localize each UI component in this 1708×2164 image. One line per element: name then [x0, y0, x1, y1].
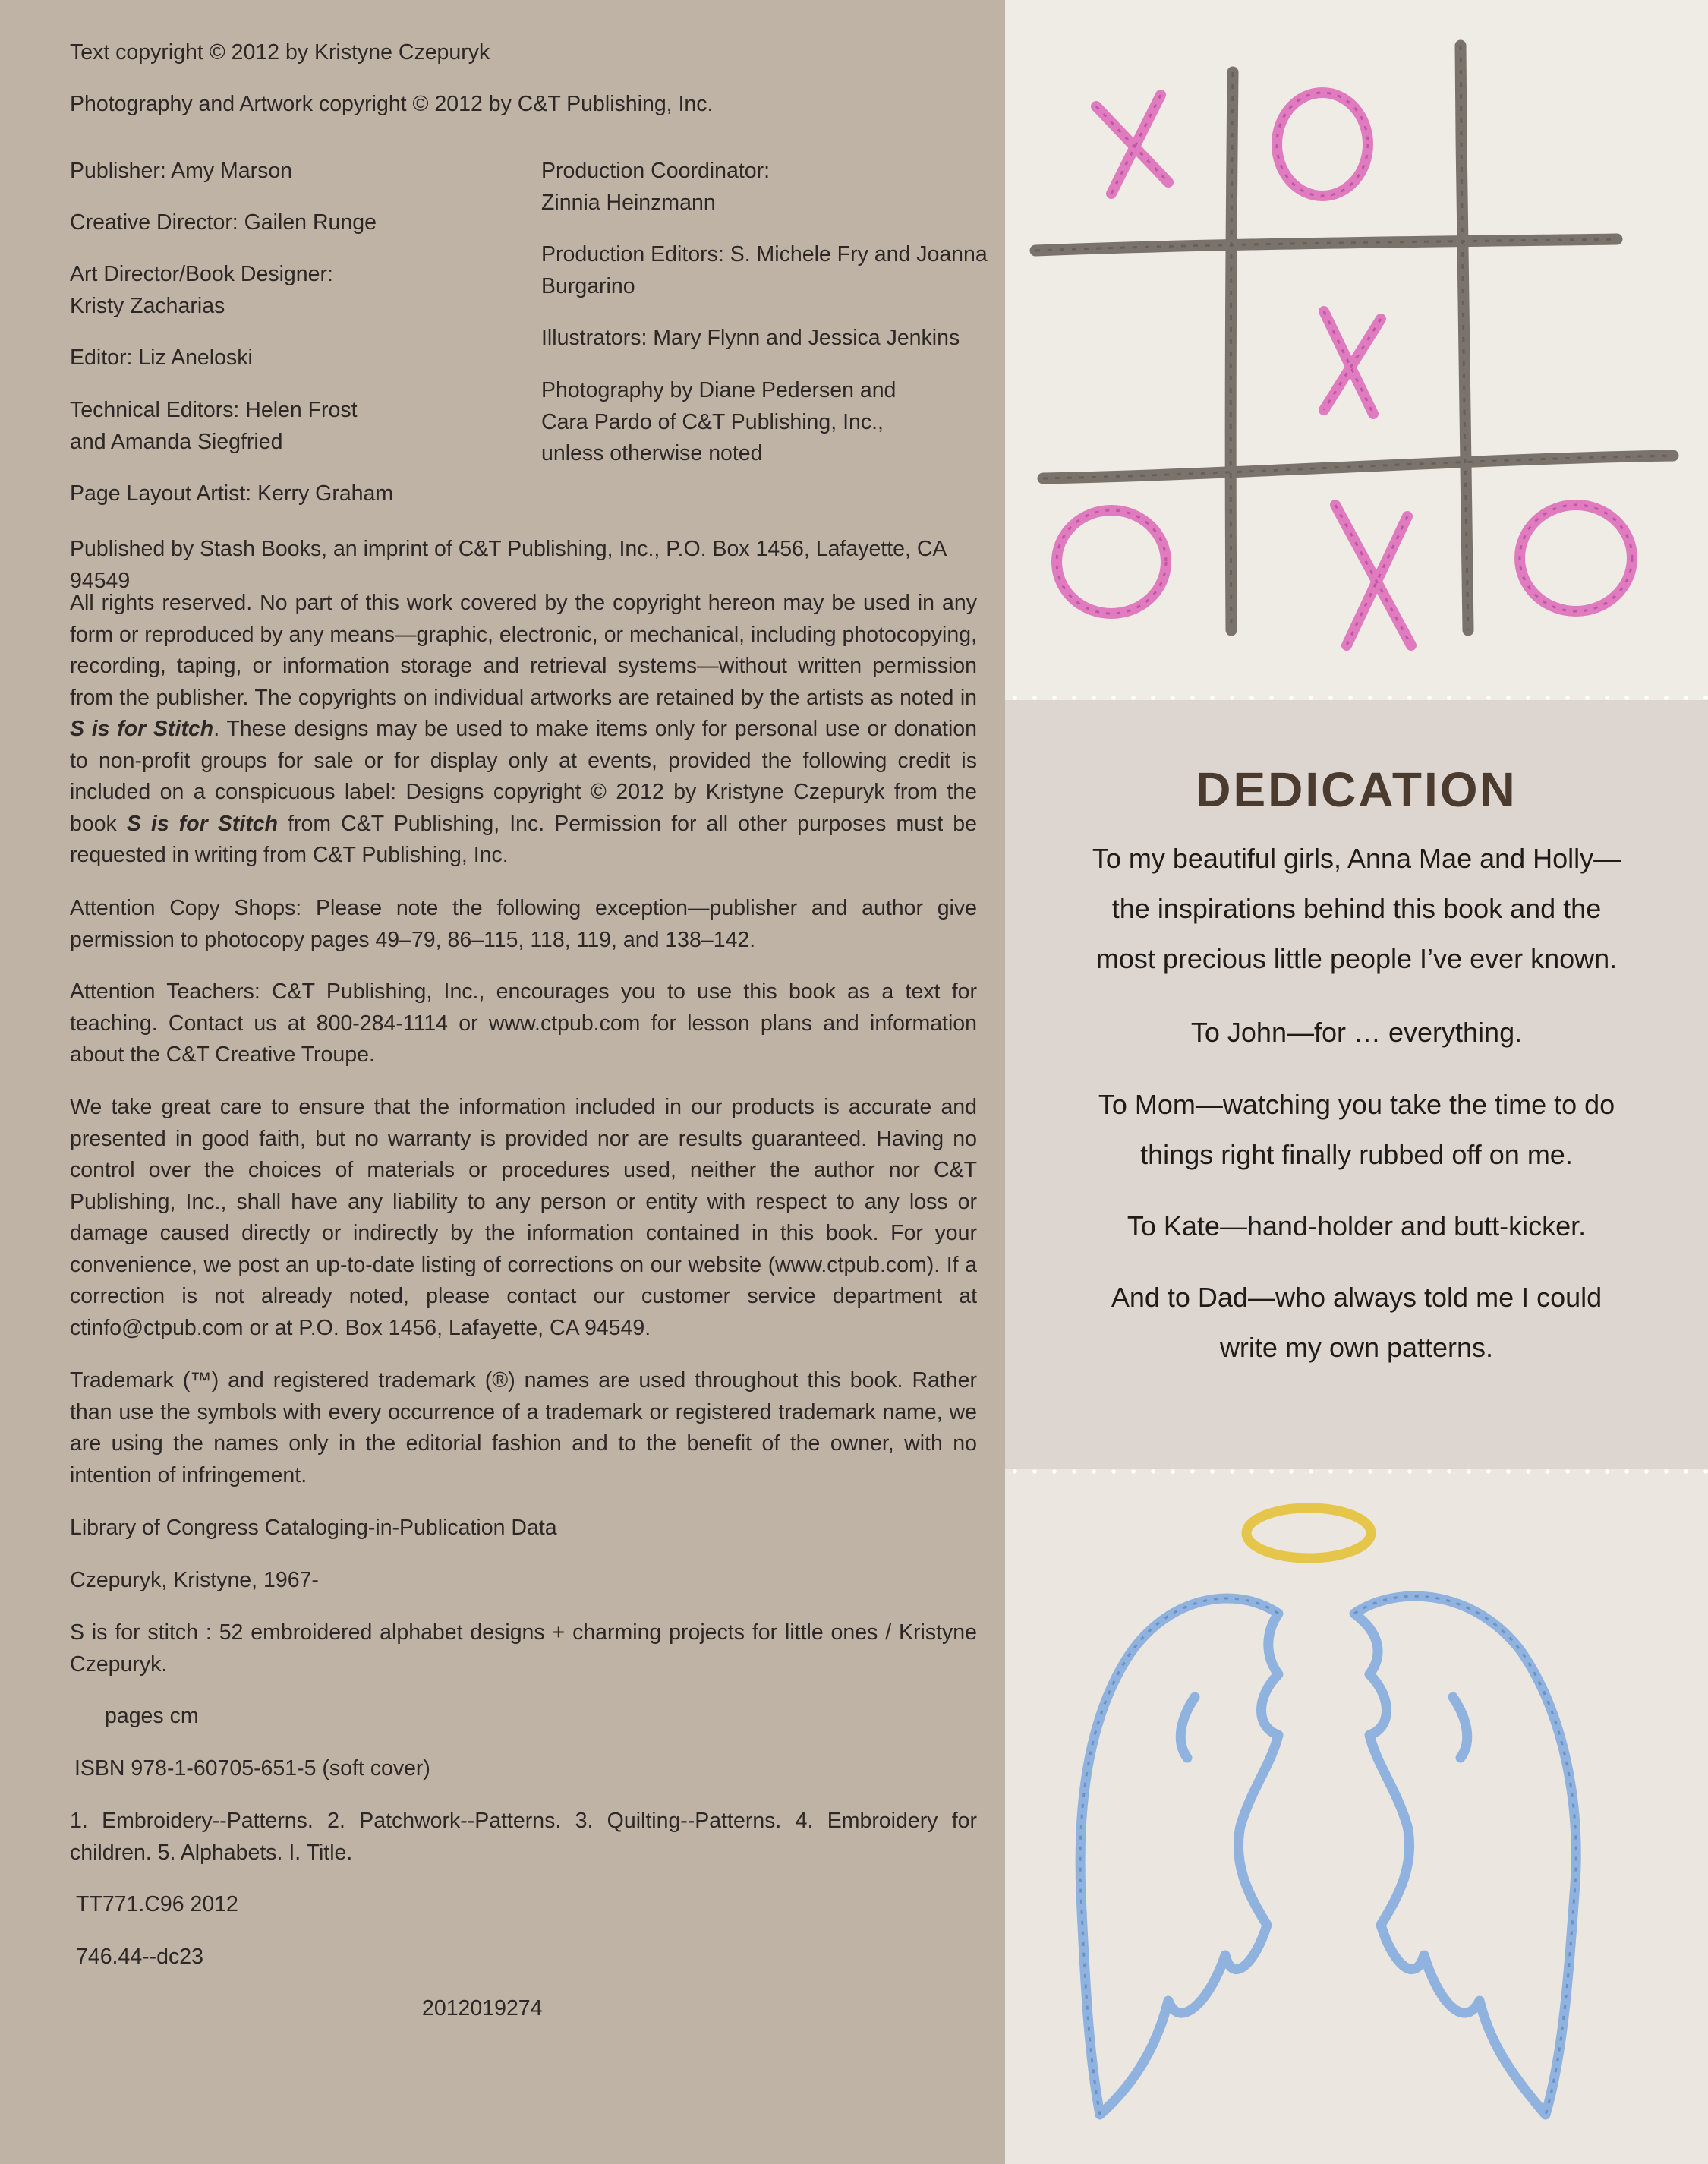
book-title: S is for Stitch — [70, 717, 214, 741]
dedication-john: To John—for … everything. — [1190, 1017, 1523, 1048]
cip-isbn: ISBN 978-1-60705-651-5 (soft cover) — [74, 1756, 430, 1781]
book-title: S is for Stitch — [126, 811, 279, 836]
dedication-dad: And to Dad—who always told me I could write my own patterns. — [1111, 1282, 1602, 1363]
dedication-kate: To Kate—hand-holder and butt-kicker. — [1127, 1210, 1587, 1241]
dedication-heading: DEDICATION — [1196, 762, 1517, 817]
trademark-notice: Trademark (™) and registered trademark (®) names are used throughout this book. Rather than use the symbols with every occurrence of a trademark or registered trademark name, we are using the names only in the editorial fashion and to the benefit of the owner, with no intention of infringement. — [70, 1368, 977, 1487]
tic-tac-toe-embroidery-photo — [1005, 0, 1708, 700]
cip-class-dewey: 746.44--dc23 — [76, 1945, 203, 1969]
cip-class-lc: TT771.C96 2012 — [76, 1892, 238, 1916]
dotted-border — [1005, 1469, 1708, 1474]
published-by: Published by Stash Books, an imprint of C&T Publishing, Inc., P.O. Box 1456, Lafayette, CA 94549 — [70, 537, 946, 593]
credit-photography: Photography by Diane Pedersen and Cara Pardo of C&T Publishing, Inc., unless otherwise noted — [541, 378, 897, 465]
cip-pages: pages cm — [105, 1704, 199, 1728]
dedication-mom: To Mom—watching you take the time to do things right finally rubbed off on me. — [1098, 1089, 1615, 1170]
cip-title-statement: S is for stitch : 52 embroidered alphabet designs + charming projects for little ones / Kristyne Czepuryk. — [70, 1620, 977, 1677]
artwork-copyright: Photography and Artwork copyright © 2012 by C&T Publishing, Inc. — [70, 92, 714, 116]
tic-tac-toe-illustration — [1005, 0, 1708, 700]
text-copyright: Text copyright © 2012 by Kristyne Czepuryk — [70, 40, 490, 65]
warranty-notice: We take great care to ensure that the information included in our products is accurate and presented in good faith, but no warranty is provided nor are results guaranteed. Having no control over the choices of materials or procedures used, neither the author nor C&T Publishing, Inc., shall have any liability to any person or entity with respect to any loss or damage caused directly or indirectly by the information contained in this book. For your convenience, we post an up-to-date listing of corrections on our website (www.ctpub.com). If a correction is not already noted, please contact our customer service department at ctinfo@ctpub.com or at P.O. Box 1456, Lafayette, CA 94549. — [70, 1095, 977, 1340]
cip-subjects: 1. Embroidery--Patterns. 2. Patchwork--Patterns. 3. Quilting--Patterns. 4. Embroidery for children. 5. Alphabets. I. Title. — [70, 1809, 977, 1865]
teachers-notice: Attention Teachers: C&T Publishing, Inc., encourages you to use this book as a text for teaching. Contact us at 800-284-1114 or www.ctpub.com for lesson plans and information about the C&T Creative Troupe. — [70, 979, 977, 1067]
credit-publisher: Publisher: Amy Marson — [70, 159, 293, 183]
credit-art-director: Art Director/Book Designer: Kristy Zacharias — [70, 262, 333, 318]
copy-shops-notice: Attention Copy Shops: Please note the following exception—publisher and author give permission to photocopy pages 49–79, 86–115, 118, 119, and 138–142. — [70, 896, 977, 952]
credit-production-editors: Production Editors: S. Michele Fry and Joanna Burgarino — [541, 242, 988, 298]
cip-heading: Library of Congress Cataloging-in-Publication Data — [70, 1516, 557, 1540]
angel-wings-embroidery-photo — [1005, 1469, 1708, 2164]
dedication-panel — [1005, 700, 1708, 1469]
credit-editor: Editor: Liz Aneloski — [70, 345, 253, 370]
credit-technical-editors: Technical Editors: Helen Frost and Amanda Siegfried — [70, 398, 358, 454]
credit-illustrators: Illustrators: Mary Flynn and Jessica Jenkins — [541, 326, 960, 350]
angel-wings-illustration — [1005, 1469, 1708, 2164]
rights-paragraph: All rights reserved. No part of this work covered by the copyright hereon may be used in any form or reproduced by any means—graphic, electronic, or mechanical, including photocopying, recording, taping, or information storage and retrieval systems—without written permission from the publisher. The copyrights on individual artworks are retained by the artists as noted in S is for Stitch. These designs may be used to make items only for personal use or donation to non-profit groups for sale or for display only at events, provided the following credit is included on a conspicuous label: Designs copyright © 2012 by Kristyne Czepuryk from the book S is for Stitch from C&T Publishing, Inc. Permission for all other purposes must be requested in writing from C&T Publishing, Inc. — [70, 591, 977, 867]
dedication-column — [1005, 0, 1708, 2164]
credit-layout-artist: Page Layout Artist: Kerry Graham — [70, 481, 394, 506]
credit-production-coordinator: Production Coordinator: Zinnia Heinzmann — [541, 159, 770, 215]
dedication-daughters: To my beautiful girls, Anna Mae and Holly— the inspirations behind this book and the most precious little people I’ve ever known. — [1092, 843, 1621, 974]
cip-author: Czepuryk, Kristyne, 1967- — [70, 1568, 319, 1592]
credit-creative-director: Creative Director: Gailen Runge — [70, 210, 377, 235]
cip-lccn: 2012019274 — [422, 1996, 543, 2020]
